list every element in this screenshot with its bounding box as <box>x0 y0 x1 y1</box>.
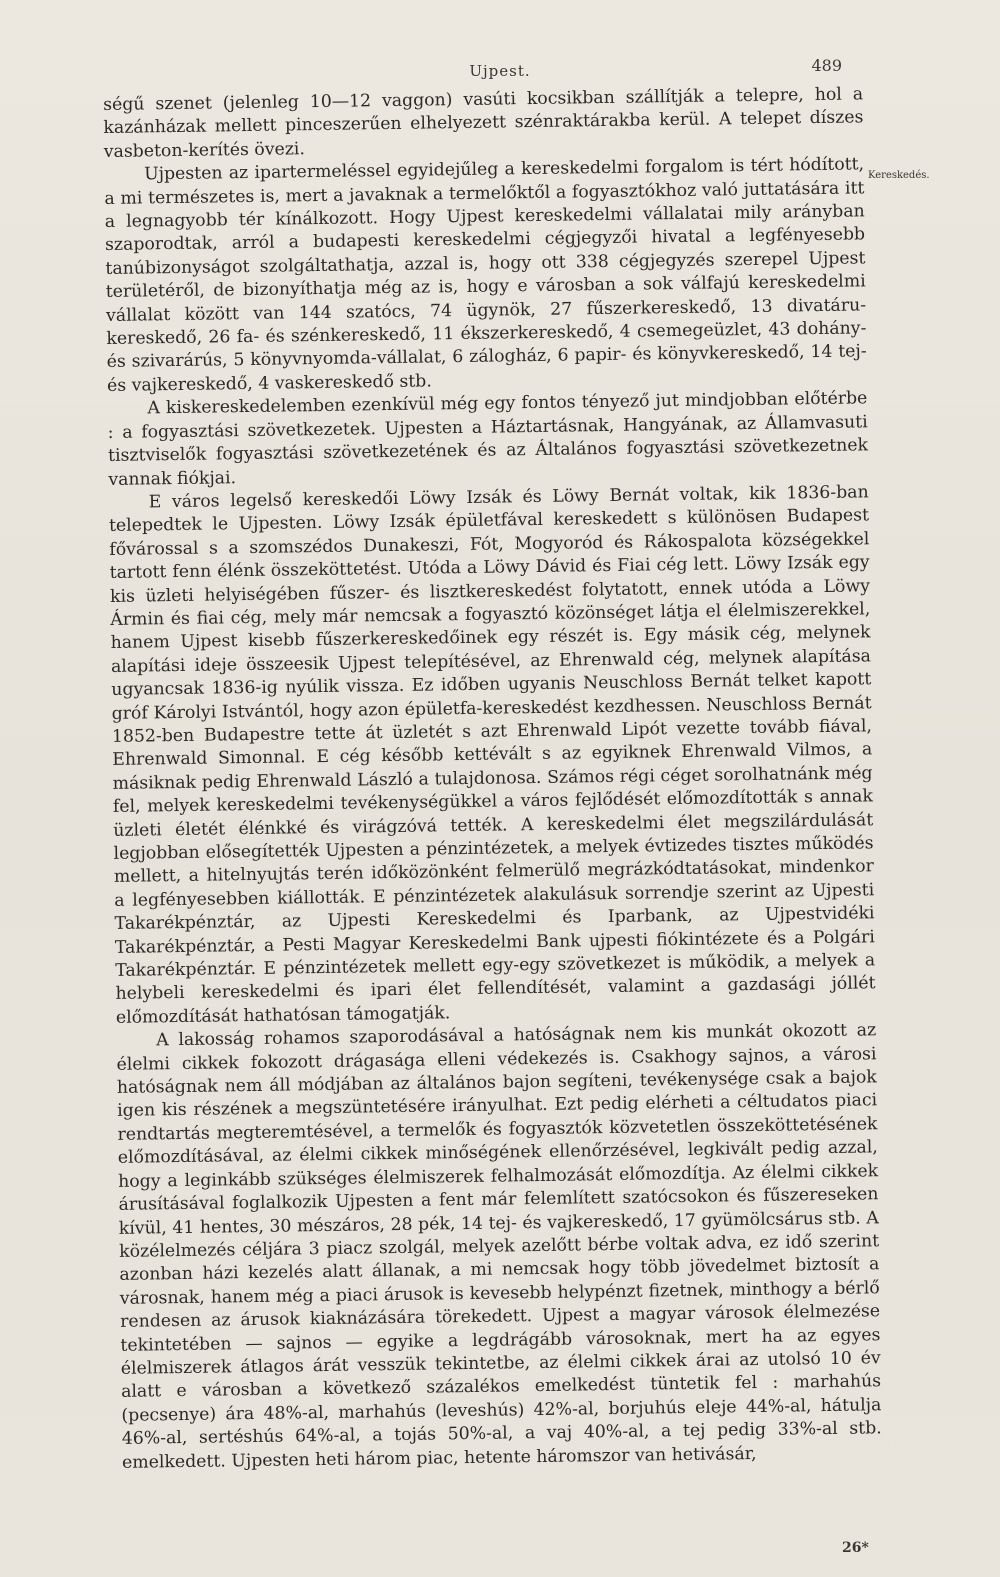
running-head: Ujpest. <box>469 62 531 80</box>
paragraph: E város legelső kereskedői Löwy Izsák és Löwy Bernát voltak, kik 1836-ban telepedtek le Ujpesten. Löwy Izsák épületfával kereskedett s különösen Budapest fővárossal s a szomszédos Dunakeszi, Fót, Mogyoród és Rákospalota községekkel tartott fenn élénk összeköttetést. Utóda a Löwy Dávid és Fiai cég lett. Löwy Izsák egy kis üzleti helyiségében fűszer- és lisztkereskedést folytatott, ennek utóda a Löwy Ármin és fiai cég, mely már nemcsak a fogyasztó közönséget látja el élelmiszerekkel, hanem Ujpest kisebb fűszerkereskedőinek egy részét is. Egy másik cég, melynek alapítási ideje összeesik Ujpest telepítésével, az Ehrenwald cég, melynek alapítása ugyancsak 1836-ig nyúlik vissza. Ez időben ugyanis Neuschloss Bernát telket kapott gróf Károlyi Istvántól, hogy azon épületfa-kereskedést kezdhessen. Neuschloss Bernát 1852-ben Budapestre tette át üzletét s azt Ehrenwald Lipót vezette tovább fiával, Ehrenwald Simonnal. E cég később kettévált s az egyiknek Ehrenwald Vilmos, a másiknak pedig Ehrenwald László a tulajdonosa. Számos régi céget sorolhatnánk még fel, melyek kereskedelmi tevékenységükkel a város fejlődését előmozdították s annak üzleti életét élénkké és virágzóvá tették. A kereskedelmi élet megszilárdulását legjobban elősegítették Ujpesten a pénzintézetek, a melyek évtizedes tisztes működés mellett, a hitelnyujtás terén időközönként felmerülő megrázkódtatásokat, mindenkor a legfényesebben kiállották. E pénzintézetek alakulásuk sorrendje szerint az Ujpesti Takarékpénztár, az Ujpesti Kereskedelmi és Iparbank, az Ujpestvidéki Takarékpénztár, a Pesti Magyar Kereskedelmi Bank ujpesti fiókintézete és a Polgári Takarékpénztár. E pénzintézetek mellett egy-egy szövetkezet is működik, a melyek a helybeli kereskedelmi és ipari élet fellendítését, valamint a gazdasági jóllét előmozdítását hathatósan támogatják. <box>108 482 876 1028</box>
signature-mark: 26* <box>842 1540 869 1556</box>
page-number: 489 <box>811 56 842 75</box>
paragraph: ségű szenet (jelenleg 10—12 vaggon) vasúti kocsikban szállítják a telepre, hol a kazánházak mellett pinceszerűen elhelyezett szénraktárakba kerül. A telepet díszes vasbeton-kerítés övezi. <box>103 84 864 162</box>
paragraph: A lakosság rohamos szaporodásával a hatóságnak nem kis munkát okozott az élelmi cikkek fokozott drágasága elleni védekezés is. Csakhogy sajnos, a városi hatóságnak nem áll módjában az általános bajon segíteni, tevékenysége csak a bajok igen kis részének a megszüntetésére irányulhat. Ezt pedig elérheti a céltudatos piaci rendtartás megteremtésével, a termelők és fogyasztók közvetetlen összeköttetésének előmozdításával, az élelmi cikkek minőségének ellenőrzésével, legkivált pedig azzal, hogy a leginkább szükséges élelmiszerek felhalmozását előmozdítja. Az élelmi cikkek árusításával foglalkozik Ujpesten a fent már felemlített szatócsokon és fűszereseken kívül, 41 hentes, 30 mészáros, 28 pék, 14 tej- és vajkereskedő, 17 gyümölcsárus stb. A közélelmezés céljára 3 piacz szolgál, melyek azelőtt bérbe voltak adva, ez idő szerint azonban házi kezelés alatt állanak, a mi nemcsak hogy több jövedelmet biztosít a városnak, hanem még a piaci árusok is kevesebb helypénzt fizetnek, minthogy a bérlő rendesen az árusok kiaknázására törekedett. Ujpest a magyar városok élelmezése tekintetében — sajnos — egyike a legdrágább városoknak, mert ha az egyes élelmiszerek átlagos árát vesszük tekintetbe, az élelmi cikkek árai az utolsó 10 év alatt e városban a következő százalékos emelkedést tüntetik fel : marhahús (pecsenye) ára 48%-al, marhahús (leveshús) 42%-al, borjuhús eleje 44%-al, hátulja 46%-al, sertéshús 64%-al, a tojás 50%-al, a vaj 40%-al, a tej pedig 33%-al stb. emelkedett. Ujpesten heti három piac, hetente háromszor van hetivásár, <box>116 1020 882 1473</box>
paragraph: A kiskereskedelemben ezenkívül még egy fontos tényező jut mindjobban előtérbe : a fogyasztási szövetkezetek. Ujpesten a Háztartásnak, Hangyának, az Államvasuti tisztviselők fogyasztási szövetkezetének és az Általános fogyasztási szövetkezetnek vannak fiókjai. <box>107 388 869 490</box>
body-text <box>103 83 882 1474</box>
paragraph: Ujpesten az ipartermeléssel egyidejűleg a kereskedelmi forgalom is tért hódított, a mi természetes is, mert a javaknak a termelőktől a fogyasztókhoz való juttatására itt a legnagyobb tér kínálkozott. Hogy Ujpest kereskedelmi vállalatai mily arányban szaporodtak, arról a budapesti kereskedelmi cégjegyzői hivatal a legfényesebb tanúbizonyságot szolgáltathatja, azzal is, hogy ott 338 cégjegyzés szerepel Ujpest területéről, de bizonyíthatja még az is, hogy e városban a sok válfajú kereskedelmi vállalat között van 144 szatócs, 74 ügynök, 27 fűszerkereskedő, 13 divatáru-kereskedő, 26 fa- és szénkereskedő, 11 ékszerkereskedő, 4 csemegeüzlet, 43 dohány- és szivarárús, 5 könyvnyomda-vállalat, 6 zálogház, 6 papir- és könyvkereskedő, 14 tej- és vajkereskedő, 4 vaskereskedő stb. <box>104 154 867 396</box>
margin-note: Kereskedés. <box>868 170 930 181</box>
